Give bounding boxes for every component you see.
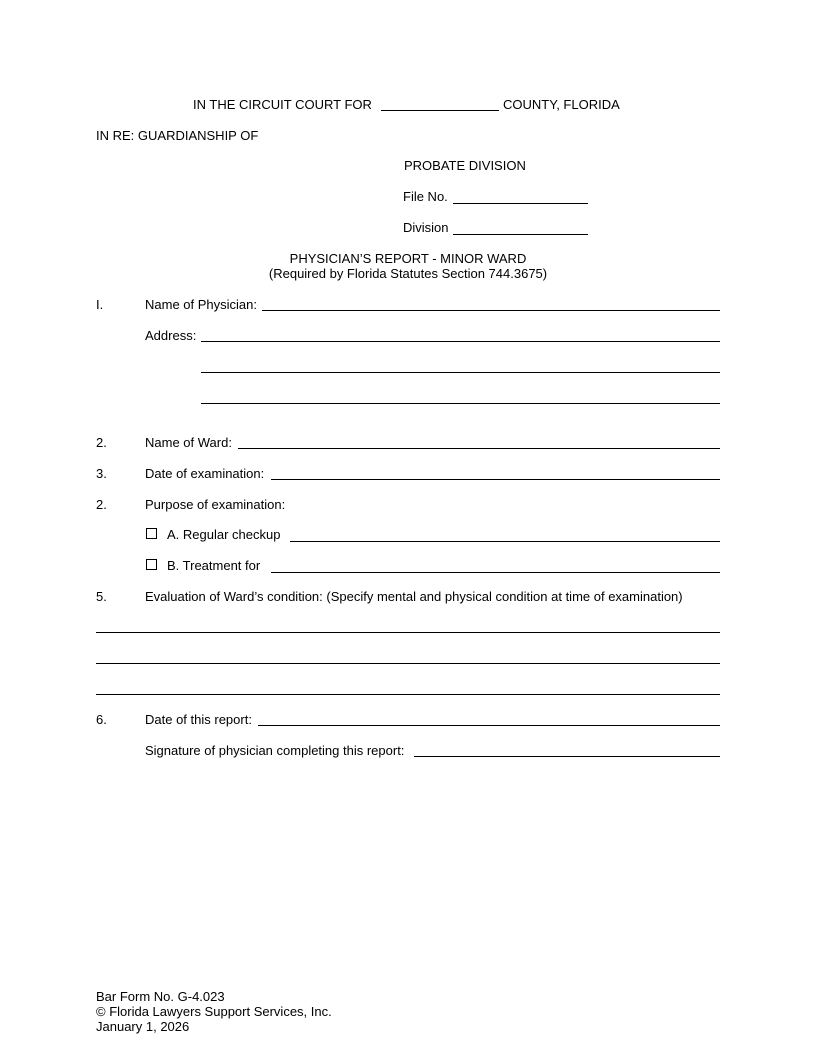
section-2-number: 2. — [96, 435, 107, 450]
section-6-number: 6. — [96, 712, 107, 727]
regular-checkup-checkbox[interactable] — [146, 528, 157, 539]
section-1-number: I. — [96, 297, 104, 312]
section-5-number: 5. — [96, 589, 107, 604]
address-field-line-3[interactable] — [201, 403, 720, 404]
regular-checkup-label: A. Regular checkup — [167, 527, 281, 542]
court-prefix: IN THE CIRCUIT COURT FOR — [193, 97, 372, 112]
physician-name-field[interactable] — [262, 310, 720, 311]
county-field[interactable] — [381, 110, 499, 111]
copyright: © Florida Lawyers Support Services, Inc. — [96, 1004, 332, 1019]
address-label: Address: — [145, 328, 197, 343]
ward-name-label: Name of Ward: — [145, 435, 232, 450]
section-3-number: 3. — [96, 466, 107, 481]
treatment-for-label: B. Treatment for — [167, 558, 261, 573]
file-no-label: File No. — [403, 189, 448, 204]
ward-name-field[interactable] — [238, 448, 720, 449]
address-field-line-2[interactable] — [201, 372, 720, 373]
evaluation-field-line-2[interactable] — [96, 663, 720, 664]
signature-label: Signature of physician completing this report: — [145, 743, 405, 758]
treatment-for-field[interactable] — [271, 572, 720, 573]
evaluation-label: Evaluation of Ward’s condition: (Specify mental and physical condition at time of examination) — [145, 589, 683, 604]
evaluation-field-line-1[interactable] — [96, 632, 720, 633]
report-date-label: Date of this report: — [145, 712, 252, 727]
court-suffix: COUNTY, FLORIDA — [503, 97, 620, 112]
exam-date-label: Date of examination: — [145, 466, 265, 481]
form-date: January 1, 2026 — [96, 1019, 190, 1034]
evaluation-field-line-3[interactable] — [96, 694, 720, 695]
in-re-label: IN RE: GUARDIANSHIP OF — [96, 128, 259, 143]
address-field-line-1[interactable] — [201, 341, 720, 342]
division-title: PROBATE DIVISION — [404, 158, 526, 173]
signature-field[interactable] — [414, 756, 720, 757]
report-subtitle: (Required by Florida Statutes Section 744.3675) — [268, 266, 548, 281]
form-number: Bar Form No. G-4.023 — [96, 989, 225, 1004]
exam-date-field[interactable] — [271, 479, 720, 480]
division-label: Division — [403, 220, 449, 235]
report-date-field[interactable] — [258, 725, 720, 726]
exam-purpose-label: Purpose of examination: — [145, 497, 286, 512]
treatment-for-checkbox[interactable] — [146, 559, 157, 570]
file-no-field[interactable] — [453, 203, 588, 204]
report-title: PHYSICIAN’S REPORT - MINOR WARD — [289, 251, 527, 266]
physician-name-label: Name of Physician: — [145, 297, 257, 312]
section-4-number: 2. — [96, 497, 107, 512]
division-field[interactable] — [453, 234, 588, 235]
regular-checkup-field[interactable] — [290, 541, 720, 542]
